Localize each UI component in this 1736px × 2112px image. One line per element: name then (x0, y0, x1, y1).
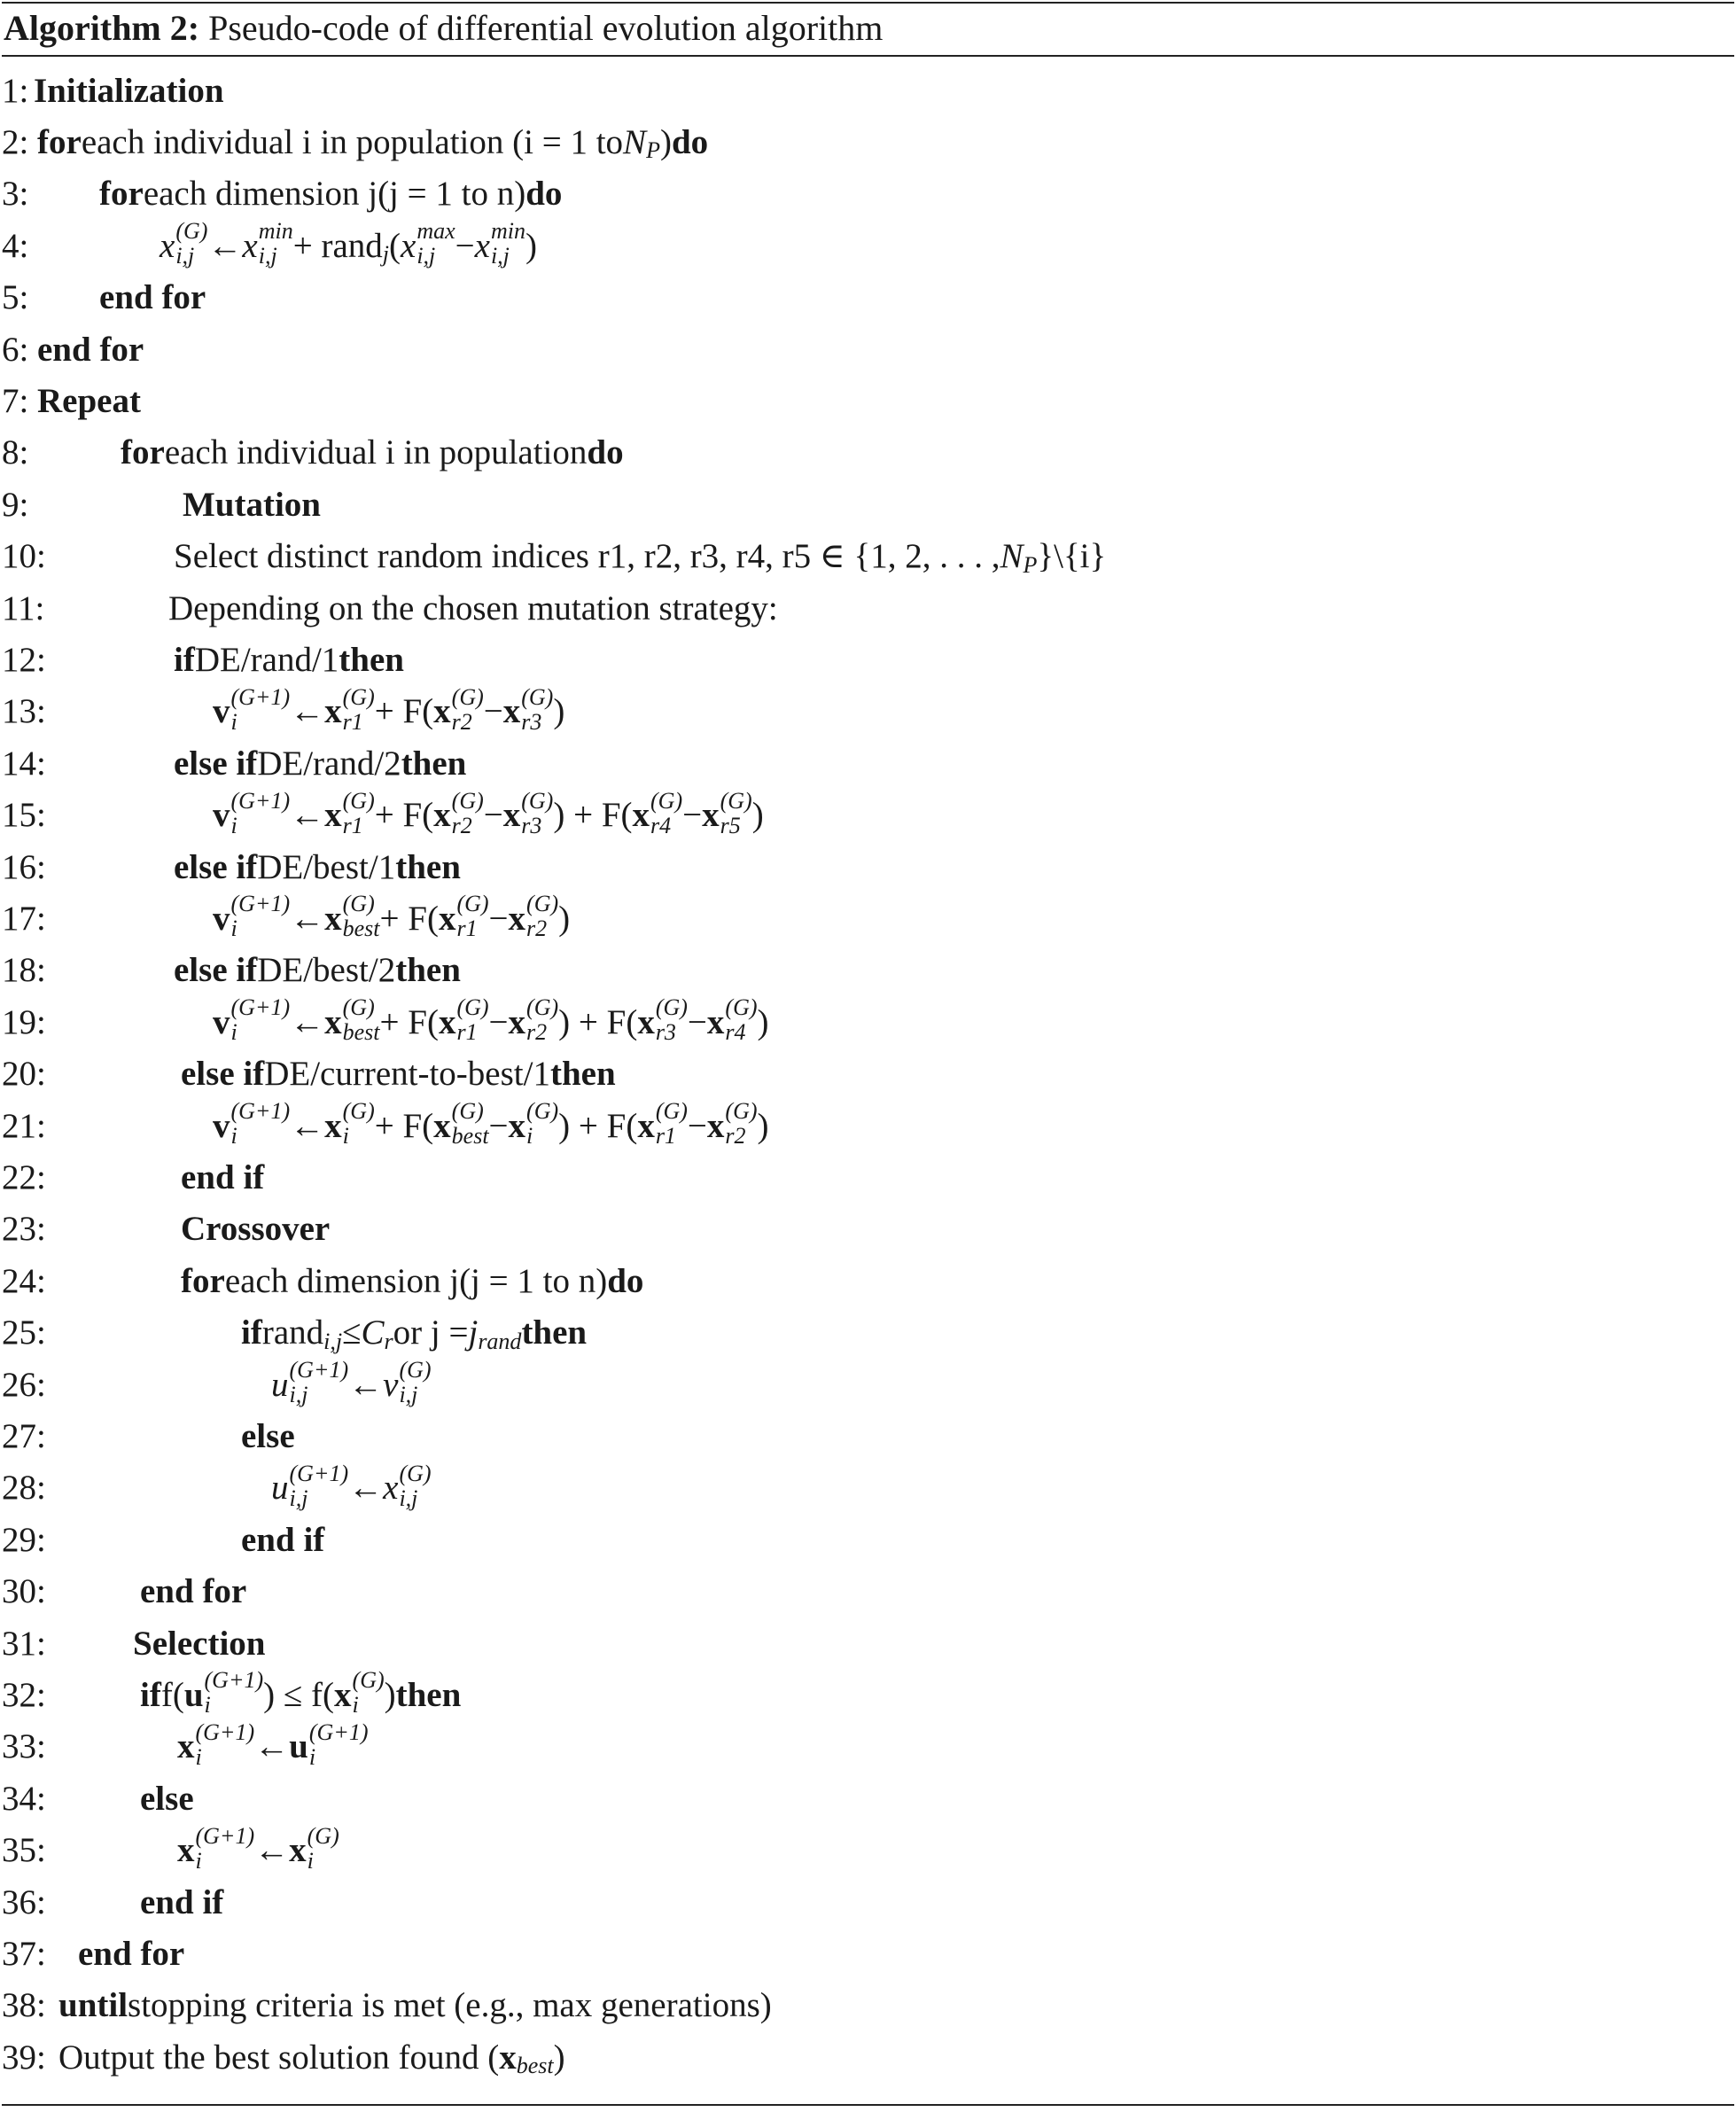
line-content: v (G+1) i ← x (G) best + F( x (G) r1 − x (G) r2 ) (213, 891, 571, 942)
line-content: if DE/rand/1 then (174, 640, 404, 679)
line-content: x (G+1) i ← u (G+1) i (177, 1718, 369, 1770)
line-content: v (G+1) i ← x (G) best + F( x (G) r1 − x (G) r2 ) + F( x (G) r3 − x (G) r4 ) (213, 994, 769, 1046)
algorithm-line: 25: if rand i,j ≤ C r or j = j rand then (0, 1307, 1736, 1359)
line-content: Selection (133, 1624, 266, 1663)
line-content: end if (181, 1157, 265, 1196)
algorithm-line: 6: end for (0, 323, 1736, 375)
line-content: u (G+1) i,j ← x (G) i,j (271, 1460, 432, 1511)
caption-label: Algorithm 2: (4, 8, 200, 48)
algorithm-line: 13: v (G+1) i ← x (G) r1 + F( x (G) r2 − x (G) r3 ) (0, 686, 1736, 737)
line-content: if f( u (G+1) i ) ≤ f( x (G) i ) then (140, 1667, 462, 1718)
algorithm-line: 32: if f( u (G+1) i ) ≤ f( x (G) i ) then (0, 1669, 1736, 1720)
algorithm-line: 22: end if (0, 1151, 1736, 1203)
algorithm-line: 27: else (0, 1410, 1736, 1461)
algorithm-line: 10: Select distinct random indices r1, r2, r3, r4, r5 ∈ {1, 2, . . . , N P }\{i} (0, 531, 1736, 582)
algorithm-line: 2: for each individual i in population (i = 1 to N P ) do (0, 116, 1736, 168)
line-content: for each dimension j(j = 1 to n) do (181, 1261, 644, 1300)
algorithm-line: 14: else if DE/rand/2 then (0, 737, 1736, 789)
algorithm-line: 11: Depending on the chosen mutation strategy: (0, 582, 1736, 634)
line-content: for each individual i in population do (121, 433, 624, 472)
algorithm-line: 17: v (G+1) i ← x (G) best + F( x (G) r1 − x (G) r2 ) (0, 892, 1736, 944)
algorithm-line: 9: Mutation (0, 479, 1736, 530)
algorithm-line: 24: for each dimension j(j = 1 to n) do (0, 1255, 1736, 1306)
line-content: else if DE/best/1 then (174, 847, 461, 886)
algorithm-line: 4: x (G) i,j ← x min i,j + rand j ( x max i,j − x min i,j ) (0, 220, 1736, 271)
caption-title: Pseudo-code of differential evolution algorithm (208, 8, 884, 48)
line-content: v (G+1) i ← x (G) r1 + F( x (G) r2 − x (G) r3 ) + F( x (G) r4 − x (G) r5 ) (213, 787, 764, 838)
algorithm-line: 34: else (0, 1773, 1736, 1824)
line-content: until stopping criteria is met (e.g., max generations) (58, 1986, 772, 2025)
line-content: x (G) i,j ← x min i,j + rand j ( x max i,j − x min i,j ) (160, 218, 537, 269)
line-content: else if DE/rand/2 then (174, 744, 467, 783)
algorithm-line: 3: for each dimension j(j = 1 to n) do (0, 168, 1736, 220)
algorithm-line: 15: v (G+1) i ← x (G) r1 + F( x (G) r2 − x (G) r3 ) + F( x (G) r4 − x (G) r5 ) (0, 790, 1736, 841)
algorithm-line: 19: v (G+1) i ← x (G) best + F( x (G) r1 − x (G) r2 ) + F( x (G) r3 − x (G) r4 ) (0, 996, 1736, 1048)
line-content: x (G+1) i ← x (G) i (177, 1822, 339, 1874)
algorithm-line: 28: u (G+1) i,j ← x (G) i,j (0, 1462, 1736, 1514)
line-content: Output the best solution found ( x best ) (58, 2038, 565, 2079)
bottom-rule (2, 2104, 1734, 2106)
algorithm-line: 20: else if DE/current-to-best/1 then (0, 1048, 1736, 1100)
algorithm-line: 1: Initialization (0, 65, 1736, 116)
algorithm-caption (4, 4, 883, 53)
line-content: if rand i,j ≤ C r or j = j rand then (241, 1313, 588, 1354)
line-content: for each dimension j(j = 1 to n) do (99, 175, 563, 214)
line-content: v (G+1) i ← x (G) i + F( x (G) best − x (G) i ) + F( x (G) r1 − x (G) r2 ) (213, 1098, 769, 1149)
algorithm-line: 33: x (G+1) i ← u (G+1) i (0, 1721, 1736, 1773)
line-content: else (140, 1779, 194, 1818)
algorithm-line: 37: end for (0, 1928, 1736, 1979)
algorithm-line: 36: end if (0, 1876, 1736, 1928)
line-content: u (G+1) i,j ← v (G) i,j (271, 1357, 432, 1407)
line-content: end for (78, 1934, 185, 1973)
algorithm-line: 5: end for (0, 272, 1736, 323)
line-content: for each individual i in population (i = 1 to N P ) do (37, 122, 709, 164)
algorithm-line: 31: Selection (0, 1617, 1736, 1669)
line-content: else if DE/current-to-best/1 then (181, 1055, 616, 1094)
algorithm-line: 38: until stopping criteria is met (e.g., max generations) (0, 1980, 1736, 2031)
line-content: end if (241, 1520, 325, 1559)
line-content: else if DE/best/2 then (174, 951, 461, 990)
algorithm-line: 21: v (G+1) i ← x (G) i + F( x (G) best − x (G) i ) + F( x (G) r1 − x (G) r2 ) (0, 1100, 1736, 1151)
line-content: Select distinct random indices r1, r2, r3, r4, r5 ∈ {1, 2, . . . , N P }\{i} (174, 537, 1107, 578)
line-content: Mutation (183, 485, 321, 524)
algorithm-line: 7: Repeat (0, 375, 1736, 426)
line-content: end for (140, 1572, 247, 1611)
algorithm-line: 23: Crossover (0, 1204, 1736, 1255)
caption-rule (2, 55, 1734, 57)
line-content: else (241, 1416, 295, 1455)
line-content: end for (99, 278, 206, 317)
algorithm-line: 16: else if DE/best/1 then (0, 841, 1736, 892)
algorithm-line: 29: end if (0, 1514, 1736, 1565)
algorithm-line: 35: x (G+1) i ← x (G) i (0, 1825, 1736, 1876)
line-content: Crossover (181, 1210, 331, 1249)
line-content: v (G+1) i ← x (G) r1 + F( x (G) r2 − x (G) r3 ) (213, 683, 565, 735)
line-content: end for (37, 330, 144, 369)
algorithm-line: 39: Output the best solution found ( x best ) (0, 2031, 1736, 2083)
algorithm-line: 8: for each individual i in population do (0, 427, 1736, 479)
algorithm-line: 12: if DE/rand/1 then (0, 634, 1736, 685)
algorithm-line: 26: u (G+1) i,j ← v (G) i,j (0, 1359, 1736, 1410)
line-content: end if (140, 1882, 224, 1921)
algorithm-line: 30: end for (0, 1566, 1736, 1617)
line-content: Initialization (34, 71, 224, 110)
algorithm-line: 18: else if DE/best/2 then (0, 945, 1736, 996)
line-content: Repeat (37, 381, 141, 420)
line-content: Depending on the chosen mutation strategy: (168, 588, 778, 627)
